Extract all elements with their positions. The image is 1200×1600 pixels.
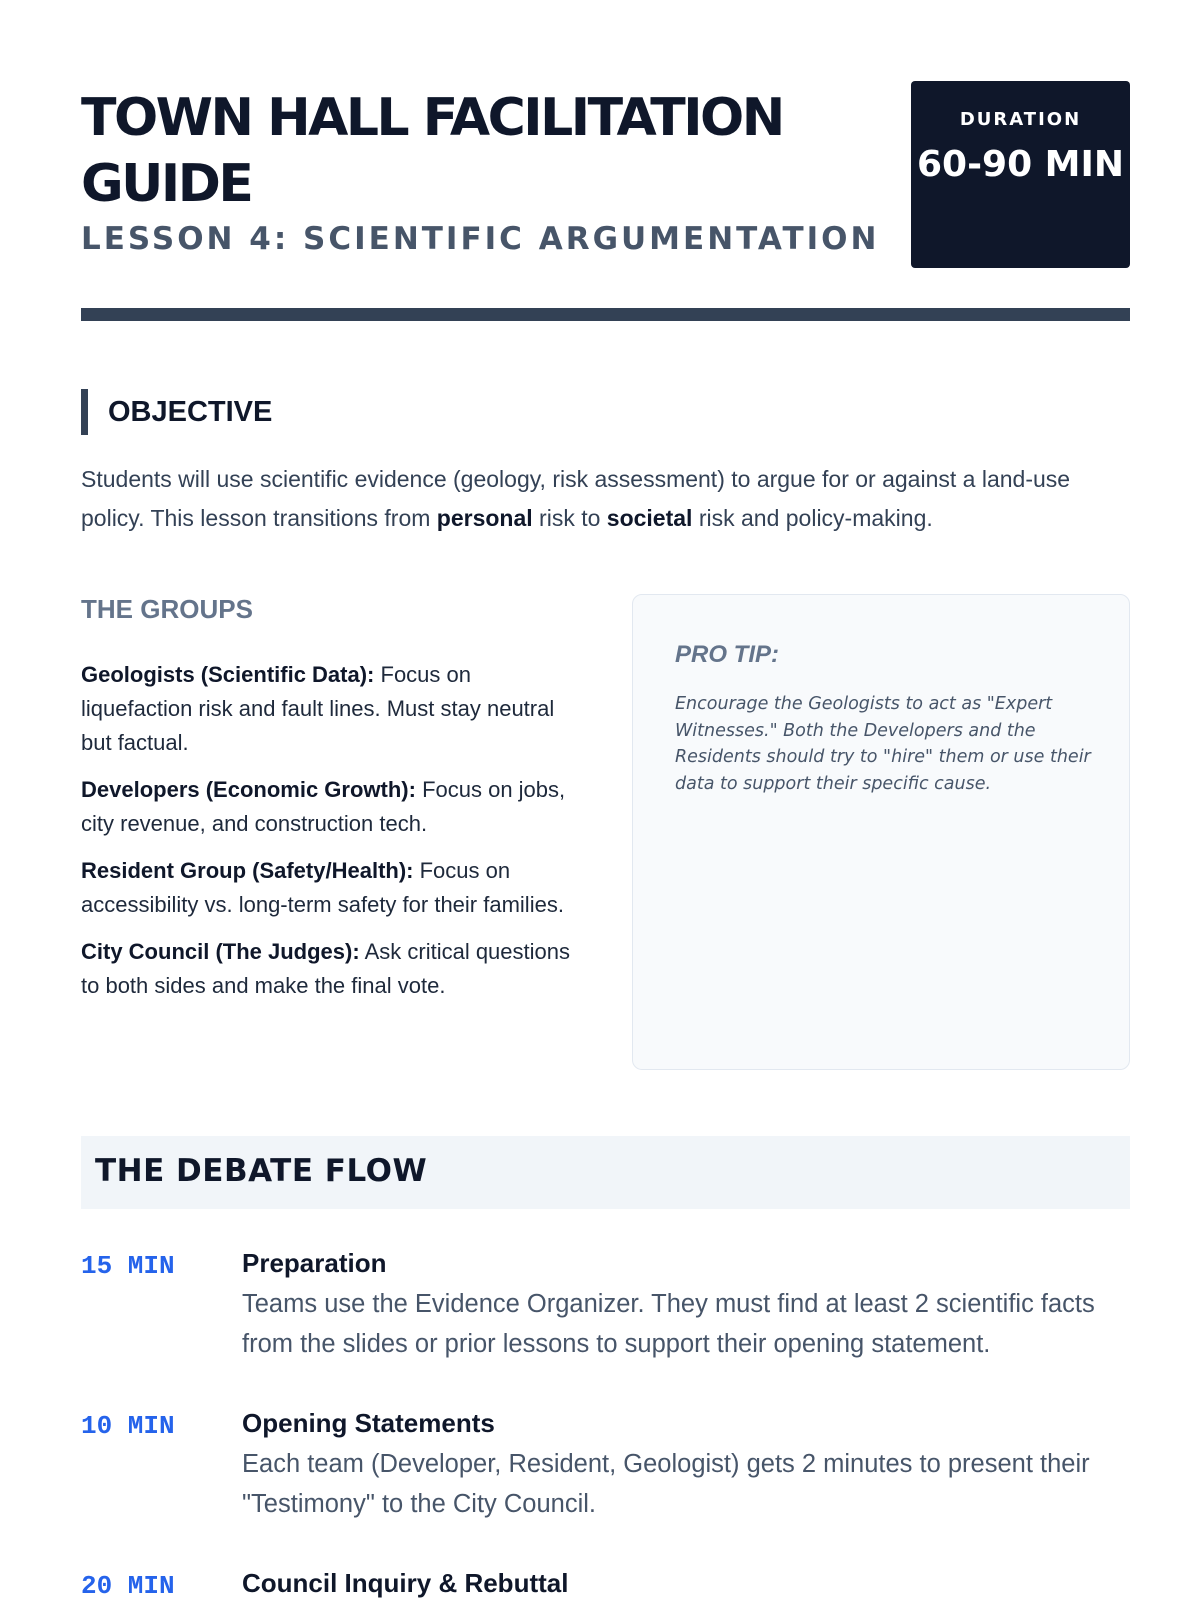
- step-time: 10 MIN: [81, 1411, 175, 1441]
- step-time: 15 MIN: [81, 1251, 175, 1281]
- objective-heading: OBJECTIVE: [81, 389, 272, 435]
- debate-flow-header: [81, 1136, 1130, 1209]
- objective-text-part: risk and policy-making.: [692, 505, 933, 531]
- header-divider: [81, 308, 1130, 321]
- groups-heading: THE GROUPS: [81, 594, 253, 624]
- group-name: City Council (The Judges):: [81, 939, 360, 964]
- step-title: Council Inquiry & Rebuttal: [242, 1568, 569, 1598]
- page-title: TOWN HALL FACILITATION GUIDE: [81, 88, 783, 214]
- duration-badge: [911, 81, 1130, 268]
- step-title: Preparation: [242, 1248, 387, 1278]
- group-description: Focus on accessibility vs. long-term safety for their families.: [81, 858, 564, 917]
- groups-list: [81, 658, 581, 1016]
- pro-tip-text: Encourage the Geologists to act as "Expert Witnesses." Both the Developers and the Residents should try to "hire" them or use their data to support their specific cause.: [675, 694, 1091, 794]
- group-description: Ask critical questions to both sides and make the final vote.: [81, 939, 570, 998]
- group-item-residents: [81, 854, 581, 922]
- objective-text: [81, 460, 1130, 538]
- objective-text-part: Students will use scientific evidence (geology, risk assessment) to argue for or against a land-use policy. This lesson transitions from: [81, 466, 1071, 531]
- debate-flow-heading: THE DEBATE FLOW: [95, 1153, 428, 1189]
- step-title: Opening Statements: [242, 1408, 495, 1438]
- group-description: Focus on liquefaction risk and fault lines. Must stay neutral but factual.: [81, 662, 555, 755]
- lesson-subtitle: LESSON 4: SCIENTIFIC ARGUMENTATION: [81, 221, 880, 257]
- step-time: 20 MIN: [81, 1571, 175, 1600]
- duration-value: 60-90 MIN: [916, 144, 1125, 185]
- step-description: Each team (Developer, Resident, Geologist) gets 2 minutes to present their "Testimony" to the City Council.: [242, 1450, 1090, 1518]
- step-description: Teams use the Evidence Organizer. They must find at least 2 scientific facts from the slides or prior lessons to support their opening statement.: [242, 1290, 1095, 1358]
- pro-tip-box: [632, 594, 1130, 1070]
- guide-page: [81, 0, 1130, 1600]
- group-item-geologists: [81, 658, 581, 760]
- objective-text-part: risk to: [532, 505, 607, 531]
- group-item-developers: [81, 773, 581, 841]
- objective-emphasis-societal: societal: [606, 505, 693, 531]
- group-name: Resident Group (Safety/Health):: [81, 858, 414, 883]
- objective-emphasis-personal: personal: [436, 505, 533, 531]
- group-description: Focus on jobs, city revenue, and construction tech.: [81, 777, 566, 836]
- pro-tip-heading: PRO TIP:: [675, 641, 780, 668]
- group-item-city-council: [81, 935, 581, 1003]
- duration-label: DURATION: [959, 109, 1082, 130]
- page-header: [81, 81, 1130, 271]
- group-name: Geologists (Scientific Data):: [81, 662, 375, 687]
- group-name: Developers (Economic Growth):: [81, 777, 416, 802]
